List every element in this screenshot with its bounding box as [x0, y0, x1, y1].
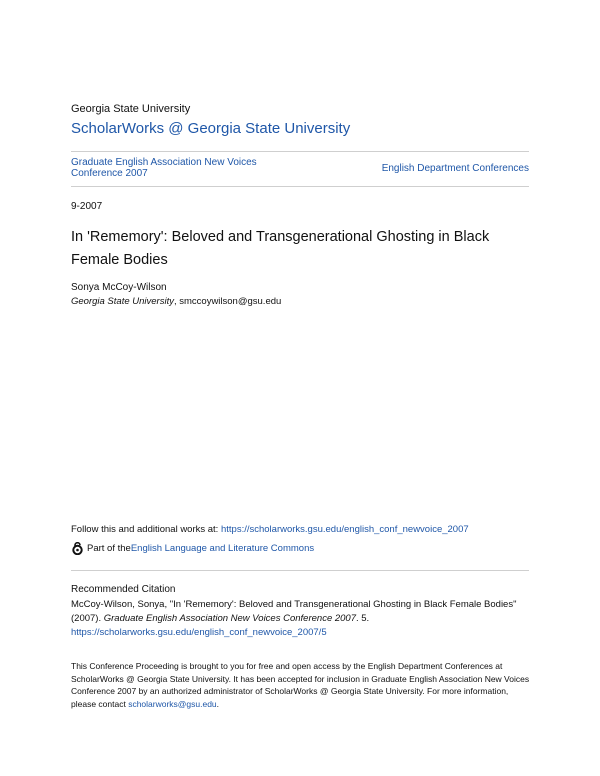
citation-heading: Recommended Citation	[71, 584, 176, 595]
open-access-icon	[71, 542, 84, 555]
citation-url-link[interactable]: https://scholarworks.gsu.edu/english_conf_newvoice_2007/5	[71, 627, 327, 638]
affiliation-separator: ,	[173, 296, 180, 307]
citation-body	[71, 598, 531, 640]
paper-title: In 'Rememory': Beloved and Transgenerational Ghosting in Black Female Bodies	[71, 229, 490, 268]
top-divider	[71, 151, 529, 152]
part-of-line	[71, 542, 314, 555]
department-conferences-link[interactable]: English Department Conferences	[381, 163, 529, 174]
contact-email-link[interactable]: scholarworks@gsu.edu	[128, 698, 217, 709]
series-divider	[71, 186, 529, 187]
author-email: smccoywilson@gsu.edu	[179, 296, 282, 307]
author-affiliation	[71, 296, 281, 307]
citation-line: McCoy-Wilson, Sonya, "In 'Rememory': Beloved and Transgenerational Ghosting in Black Female Bodies"	[71, 599, 517, 610]
publication-date: 9-2007	[71, 201, 103, 212]
author-name: Sonya McCoy-Wilson	[71, 282, 167, 293]
citation-number: . 5.	[356, 613, 370, 624]
follow-line	[71, 524, 469, 535]
repository-link[interactable]: ScholarWorks @ Georgia State University	[71, 120, 351, 137]
collection-url-link[interactable]: https://scholarworks.gsu.edu/english_conf_newvoice_2007	[220, 524, 469, 535]
university-name: Georgia State University	[71, 103, 191, 115]
affiliation-name: Georgia State University	[71, 296, 174, 307]
access-notice	[71, 660, 531, 710]
conference-series-link[interactable]: Graduate English Association New Voices Conference 2007	[71, 157, 257, 179]
part-of-label: Part of the	[87, 543, 131, 554]
follow-label: Follow this and additional works at:	[71, 524, 221, 535]
citation-year: (2007).	[71, 613, 104, 624]
citation-venue: Graduate English Association New Voices Conference 2007	[103, 613, 356, 624]
access-notice-end: .	[216, 698, 220, 709]
access-notice-text: This Conference Proceeding is brought to you for free and open access by the English Department Conferences at ScholarWorks @ Georgia State University. It has been accepted for inclusion in Graduate English Association New Voices Conference 2007 by an authorized administrator of ScholarWorks @ Georgia State University. For more information, please contact	[71, 661, 530, 709]
commons-link[interactable]: English Language and Literature Commons	[130, 543, 315, 554]
citation-divider	[71, 570, 529, 571]
